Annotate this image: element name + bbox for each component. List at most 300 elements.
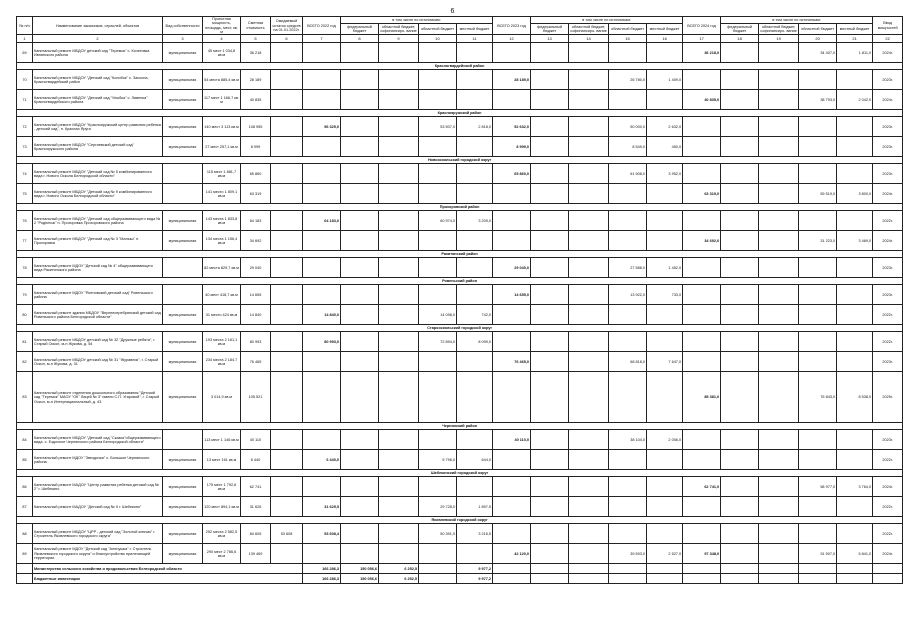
table-cell: 2 527,0 [647,544,683,564]
table-cell: 8 999 [241,137,271,157]
table-cell [303,372,341,423]
table-cell [721,43,759,63]
col-cost-header: Сметная стоимость [241,17,271,35]
table-cell: муниципальная [163,90,203,110]
table-cell [837,70,873,90]
table-cell [341,43,379,63]
table-cell: 234 места 2 184,7 кв.м [203,352,241,372]
table-cell [799,352,837,372]
table-cell: 72 [17,117,33,137]
table-cell: 1 452,0 [647,258,683,278]
table-cell [609,305,647,325]
region-header-row [17,63,903,70]
table-cell [341,477,379,497]
table-cell [341,117,379,137]
column-index-cell: 18 [721,35,759,43]
table-cell [609,231,647,251]
table-cell [341,332,379,352]
table-cell [457,164,493,184]
table-cell: 3 800,0 [837,184,873,204]
table-cell [759,497,799,517]
table-cell [379,70,419,90]
table-cell [379,544,419,564]
table-cell [379,211,419,231]
table-cell [569,164,609,184]
table-row [17,450,903,470]
table-cell: 26 780,0 [609,70,647,90]
table-cell: Капитальный ремонт МБДОУ "Детский сад "Улыбка" с. Ливенка" Красногвардейского района [33,90,163,110]
table-cell [759,450,799,470]
table-cell [683,70,721,90]
table-cell [837,258,873,278]
table-cell: Капитальный ремонт МБДОУ "Краснояружский центр развития ребенка - детский сад", п. Красная Яруга [33,117,163,137]
region-label: Старооскольский городской округ [17,325,903,332]
summary-label: Бюджетные инвестиции [33,574,303,584]
table-cell [163,258,203,278]
table-cell [759,137,799,157]
table-cell [379,450,419,470]
table-cell [493,231,531,251]
column-index-cell: 11 [457,35,493,43]
table-cell [457,43,493,63]
summary-cell [647,564,683,574]
summary-loc: 9 977,2 [457,574,493,584]
table-cell: 8 999,0 [493,137,531,157]
region-header-row [17,278,903,285]
column-index-cell: 13 [531,35,569,43]
table-cell: 14 840,0 [303,305,341,325]
table-cell [531,164,569,184]
table-cell [759,184,799,204]
table-cell [493,43,531,63]
table-cell: 39 593,0 [609,544,647,564]
table-cell [271,372,303,423]
page-number: 6 [450,8,455,15]
table-cell [569,372,609,423]
summary-cell [759,564,799,574]
table-cell [799,332,837,352]
table-cell: 34 692 [241,231,271,251]
table-cell [379,117,419,137]
table-cell: 2022г. [873,450,903,470]
summary-cell [837,564,873,574]
table-cell: 644,0 [457,450,493,470]
table-cell [341,352,379,372]
table-cell [569,211,609,231]
summary-fed: 150 056,6 [341,564,379,574]
table-cell: 3 764,0 [837,477,873,497]
col-loc-2024-header: местный бюджет [837,23,873,35]
table-cell: 252 места 2 582,5 кв.м [203,524,241,544]
table-cell: 64 183,0 [303,211,341,231]
table-cell [569,90,609,110]
table-cell: 3 216,5 [457,524,493,544]
table-cell: 175 мест 1 792,6 кв.м [203,477,241,497]
table-cell [609,43,647,63]
table-cell: 2024г. [873,90,903,110]
table-cell: 87 [17,497,33,517]
table-cell: Капитальный ремонт МБДОУ детский сад "Теремок" с. Кочетовка Ивнянского района [33,43,163,63]
table-cell: 2022г. [873,305,903,325]
table-cell [721,544,759,564]
table-cell: 143 места 1 833,8 кв.м [203,211,241,231]
table-cell [271,352,303,372]
table-cell: 97 348,0 [683,544,721,564]
table-cell: муниципальная [163,332,203,352]
table-cell [163,184,203,204]
table-cell [721,285,759,305]
table-cell [271,332,303,352]
table-row [17,231,903,251]
table-cell: 5 796,0 [419,450,457,470]
column-index-cell: 3 [163,35,203,43]
table-cell [647,497,683,517]
summary-cell [17,574,33,584]
region-label: Шебекинский городской округ [17,470,903,477]
table-cell [379,477,419,497]
table-cell [341,497,379,517]
table-cell: 73 [17,137,33,157]
table-cell: Капитальный ремонт МБДОУ детский сад № 32 "Дружные ребята", г. Старый Оскол, м-н Жукова, д. 54 [33,332,163,352]
table-cell: 5 841,0 [837,544,873,564]
col-total-2023-header: ВСЕГО 2023 год [493,17,531,35]
region-label: Чернянский район [17,423,903,430]
region-label: Красногвардейский район [17,63,903,70]
table-cell [531,497,569,517]
table-cell: 13 мест 161 кв.м [203,450,241,470]
region-label: Краснояружский район [17,110,903,117]
table-cell: 38 104,0 [609,430,647,450]
summary-cell [17,564,33,574]
table-cell: 140 мест 3 113 кв.м [203,117,241,137]
table-cell [163,164,203,184]
table-cell: 38 793,0 [799,90,837,110]
table-cell [683,137,721,157]
summary-cell [531,574,569,584]
table-cell [457,258,493,278]
table-cell [419,477,457,497]
table-cell [759,285,799,305]
table-cell: 29 040,0 [493,258,531,278]
table-cell [759,117,799,137]
table-cell: 193 места 2 161,1 кв.м [203,332,241,352]
summary-cell [683,564,721,574]
table-row [17,477,903,497]
table-cell: 2023г. [873,164,903,184]
table-cell: 31 625,5 [303,497,341,517]
table-cell: муниципальная [163,477,203,497]
table-cell: 36 218 [241,43,271,63]
table-cell [271,285,303,305]
column-index-cell: 10 [419,35,457,43]
table-cell: 54 места 885,4 кв.м [203,70,241,90]
summary-cell [493,574,531,584]
table-cell [721,430,759,450]
table-row [17,285,903,305]
table-cell: 76 465,0 [493,352,531,372]
table-cell: 36 218,0 [683,43,721,63]
table-cell [799,164,837,184]
table-cell: 53 608,4 [303,524,341,544]
table-cell: 82 места 829,7 кв.м [203,258,241,278]
table-cell [799,285,837,305]
table-cell [759,90,799,110]
table-cell [341,544,379,564]
table-cell: муниципальная [163,43,203,63]
summary-loc: 9 977,2 [457,564,493,574]
table-cell [457,352,493,372]
col-total-2024-header: ВСЕГО 2024 год [683,17,721,35]
table-cell: 71 [17,90,33,110]
table-cell [341,258,379,278]
table-cell [419,70,457,90]
table-cell: 56 325,0 [303,117,341,137]
table-cell [759,211,799,231]
table-cell [759,43,799,63]
table-cell: 14 098,0 [419,305,457,325]
table-row [17,544,903,564]
table-cell: 1 409,0 [647,70,683,90]
table-cell: 450,0 [647,137,683,157]
table-cell: 2 006,0 [647,430,683,450]
table-cell: 84 605 [241,524,271,544]
table-cell: 28 189,0 [493,70,531,90]
table-cell [271,137,303,157]
table-cell [271,430,303,450]
table-cell [683,164,721,184]
region-label: Ракитянский район [17,251,903,258]
table-cell: 742,0 [457,305,493,325]
table-cell [837,305,873,325]
table-cell: муниципальная [163,497,203,517]
table-cell [271,90,303,110]
table-cell [759,544,799,564]
table-cell [303,164,341,184]
col-loc-2023-header: местный бюджет [647,23,683,35]
col-fed-2022-header: федеральный бюджет [341,23,379,35]
table-cell [799,305,837,325]
table-cell [759,477,799,497]
table-cell [271,544,303,564]
summary-cell [569,574,609,584]
table-cell [379,285,419,305]
table-cell: 29 728,0 [419,497,457,517]
column-index-cell: 8 [341,35,379,43]
column-index-cell: 20 [799,35,837,43]
table-cell [647,477,683,497]
summary-cell [493,564,531,574]
table-cell [647,90,683,110]
table-row [17,352,903,372]
table-row [17,184,903,204]
table-cell: муниципальная [163,117,203,137]
table-cell [759,372,799,423]
table-cell [759,352,799,372]
table-cell [303,43,341,63]
region-label: Новооскольский городской округ [17,157,903,164]
table-cell [303,352,341,372]
table-cell: 2024г. [873,231,903,251]
table-cell [531,372,569,423]
summary-cell [683,574,721,584]
region-label: Яковлевский городской округ [17,517,903,524]
table-cell: 141 место 1 809,1 кв.м [203,184,241,204]
table-cell: 40 835,0 [683,90,721,110]
table-cell: 13 922,0 [609,285,647,305]
table-cell: 27 мест 257,1 кв.м [203,137,241,157]
table-cell [759,164,799,184]
table-cell [419,285,457,305]
table-cell [341,285,379,305]
table-cell [419,258,457,278]
column-index-cell: 21 [837,35,873,43]
table-row [17,90,903,110]
table-cell: 40 110 [241,430,271,450]
table-cell [837,352,873,372]
table-cell [799,258,837,278]
summary-label: Министерство сельского хозяйства и продовольствия Белгородской области [33,564,303,574]
table-cell [531,184,569,204]
table-cell: муниципальная [163,450,203,470]
table-cell [799,450,837,470]
table-cell [271,43,303,63]
summary-total2022: 166 286,3 [303,564,341,574]
summary-cell [569,564,609,574]
table-cell: 75 [17,184,33,204]
table-cell: 31 223,0 [799,231,837,251]
table-cell [419,164,457,184]
table-cell: 50 000,0 [609,117,647,137]
table-cell: 8 538,0 [837,372,873,423]
table-cell: 64 183 [241,211,271,231]
table-cell: 2022г. [873,497,903,517]
table-cell [531,305,569,325]
table-cell: 2025г. [873,372,903,423]
table-cell [683,450,721,470]
table-cell: муниципальная [163,70,203,90]
col-reg-2024-header: областной бюджет [799,23,837,35]
table-cell [569,544,609,564]
col-loc-2022-header: местный бюджет [457,23,493,35]
table-cell [569,258,609,278]
col-reg-2022-header: областной бюджет [419,23,457,35]
table-cell: 80 993 [241,332,271,352]
table-cell [163,430,203,450]
table-cell [531,477,569,497]
table-cell: 72 894,0 [419,332,457,352]
table-cell: 85 381,0 [683,372,721,423]
table-cell [837,285,873,305]
table-cell [569,184,609,204]
col-regcof-2022-header: областной бюджет, софинансиро- вание [380,24,417,33]
table-cell [379,90,419,110]
table-cell [379,231,419,251]
col-reg-2023-header: областной бюджет [609,23,647,35]
table-cell: 3 209,0 [457,211,493,231]
table-cell: 76 843,0 [799,372,837,423]
table-cell [683,285,721,305]
summary-cell [647,574,683,584]
table-cell [341,524,379,544]
table-cell: 2024г. [873,184,903,204]
table-cell [647,231,683,251]
table-cell [647,43,683,63]
table-cell [531,524,569,544]
table-cell: 8 099,0 [457,332,493,352]
table-cell: Капитальный ремонт МДОУ "Ясеновский детский сад" Ровеньского района [33,285,163,305]
table-cell [493,477,531,497]
table-cell: 14 655 [241,285,271,305]
table-cell [379,137,419,157]
table-cell [683,332,721,352]
table-cell [609,90,647,110]
table-cell [271,70,303,90]
table-cell: 63 319,0 [683,184,721,204]
table-cell: 40 110,0 [493,430,531,450]
table-cell: муниципальная [163,544,203,564]
table-cell [837,117,873,137]
table-cell: 27 588,0 [609,258,647,278]
column-index-cell: 16 [647,35,683,43]
table-cell: 84 [17,430,33,450]
table-cell [569,231,609,251]
table-cell [721,117,759,137]
table-cell [419,90,457,110]
table-cell: 50 391,9 [419,524,457,544]
region-header-row [17,110,903,117]
table-cell [457,477,493,497]
table-cell: 70 [17,70,33,90]
table-cell: 79 [17,285,33,305]
table-cell [379,524,419,544]
sources-2022-header: в том числе по источникам: [341,17,493,24]
table-cell [721,477,759,497]
table-cell [379,305,419,325]
region-header-row [17,325,903,332]
table-cell [799,117,837,137]
table-cell: 65 860,0 [493,164,531,184]
table-cell [569,497,609,517]
table-cell [647,184,683,204]
column-index-cell: 22 [873,35,903,43]
table-cell: 65 860 [241,164,271,184]
table-cell [569,43,609,63]
summary-row [17,574,903,584]
table-cell [271,477,303,497]
table-cell [837,332,873,352]
table-cell: Капитальный ремонт МАДОУ "Детский сад № 9 г. Шебекино" [33,497,163,517]
table-cell [569,352,609,372]
table-cell [647,372,683,423]
table-cell [721,332,759,352]
table-cell: муниципальная [163,211,203,231]
region-label: Ровеньский район [17,278,903,285]
summary-total2022: 166 286,3 [303,574,341,584]
table-cell: 3 952,0 [647,164,683,184]
table-cell: Капитальный ремонт МАДОУ "Центр развития ребенка детский сад № 2" г. Шебекино [33,477,163,497]
table-cell [647,211,683,231]
table-cell: 31 626 [241,497,271,517]
table-cell [419,137,457,157]
table-cell [837,211,873,231]
region-header-row [17,204,903,211]
table-cell [341,164,379,184]
table-cell [837,524,873,544]
table-cell: 83 [17,372,33,423]
column-index-cell: 17 [683,35,721,43]
table-cell: Капитальный ремонт МБДОУ "Сергиевский детский сад" Краснояружского района [33,137,163,157]
table-cell: 34 692,0 [683,231,721,251]
